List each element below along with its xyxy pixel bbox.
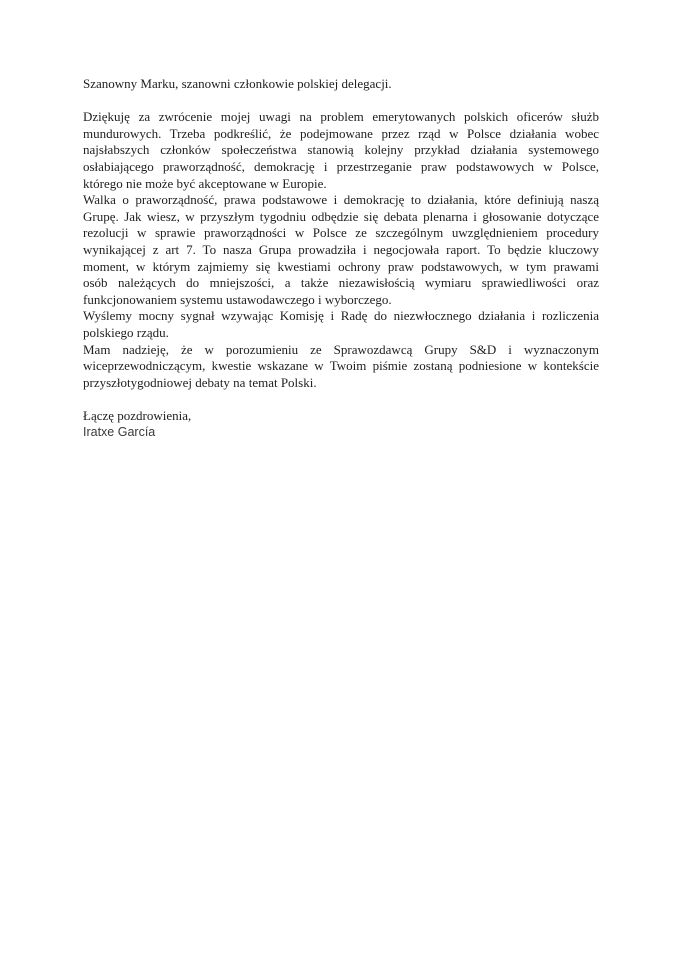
blank-line bbox=[83, 93, 599, 110]
letter-line: przyszłotygodniowej debaty na temat Polski. bbox=[83, 374, 317, 390]
letter-line: którego nie może być akceptowane w Europie. bbox=[83, 175, 327, 191]
letter-line: mundurowych. Trzeba podkreślić, że podejmowane przez rząd w Polsce działania wobec bbox=[83, 125, 599, 141]
letter-line: moment, w którym zajmiemy się kwestiami ochrony praw podstawowych, w tym prawami bbox=[83, 258, 599, 274]
closing-line: Łączę pozdrowienia, bbox=[83, 407, 192, 423]
letter-line: wynikającej z art 7. To nasza Grupa prowadziła i negocjowała raport. To będzie kluczowy bbox=[83, 241, 599, 257]
letter-line: Walka o praworządność, prawa podstawowe i demokrację to działania, które definiują naszą bbox=[83, 192, 599, 208]
letter-body bbox=[83, 76, 599, 441]
paragraph bbox=[83, 308, 599, 341]
letter-line: Dziękuję za zwrócenie mojej uwagi na problem emerytowanych polskich oficerów służb bbox=[83, 109, 599, 125]
letter-line: Wyślemy mocny sygnał wzywając Komisję i Radę do niezwłocznego działania i rozliczenia bbox=[83, 308, 599, 324]
letter-line: Mam nadzieję, że w porozumieniu ze Sprawozdawcą Grupy S&D i wyznaczonym bbox=[83, 341, 599, 357]
salutation-line: Szanowny Marku, szanowni członkowie polskiej delegacji. bbox=[83, 76, 392, 91]
letter-line: wiceprzewodniczącym, kwestie wskazane w Twoim piśmie zostaną podniesione w kontekście bbox=[83, 358, 599, 374]
letter-line: funkcjonowaniem systemu ustawodawczego i wyborczego. bbox=[83, 291, 392, 307]
signature-line: Iratxe García bbox=[83, 425, 156, 440]
letter-line: rezolucji w sprawie praworządności w Polsce ze szczególnym uwzględnieniem procedury bbox=[83, 225, 599, 241]
blank-line bbox=[83, 391, 599, 408]
letter-line: osób należących do mniejszości, a także niezawisłością wymiaru sprawiedliwości oraz bbox=[83, 275, 599, 291]
paragraph bbox=[83, 109, 599, 192]
letter-line: najsłabszych członków społeczeństwa stanowią kolejny przykład działania systemowego bbox=[83, 142, 599, 158]
paragraph bbox=[83, 192, 599, 308]
letter-line: Grupę. Jak wiesz, w przyszłym tygodniu odbędzie się debata plenarna i głosowanie dotyczące bbox=[83, 208, 599, 224]
paragraph bbox=[83, 342, 599, 392]
letter-line: osłabiającego praworządność, demokrację i przestrzeganie praw podstawowych w Polsce, bbox=[83, 158, 599, 174]
letter-line: polskiego rządu. bbox=[83, 324, 169, 340]
